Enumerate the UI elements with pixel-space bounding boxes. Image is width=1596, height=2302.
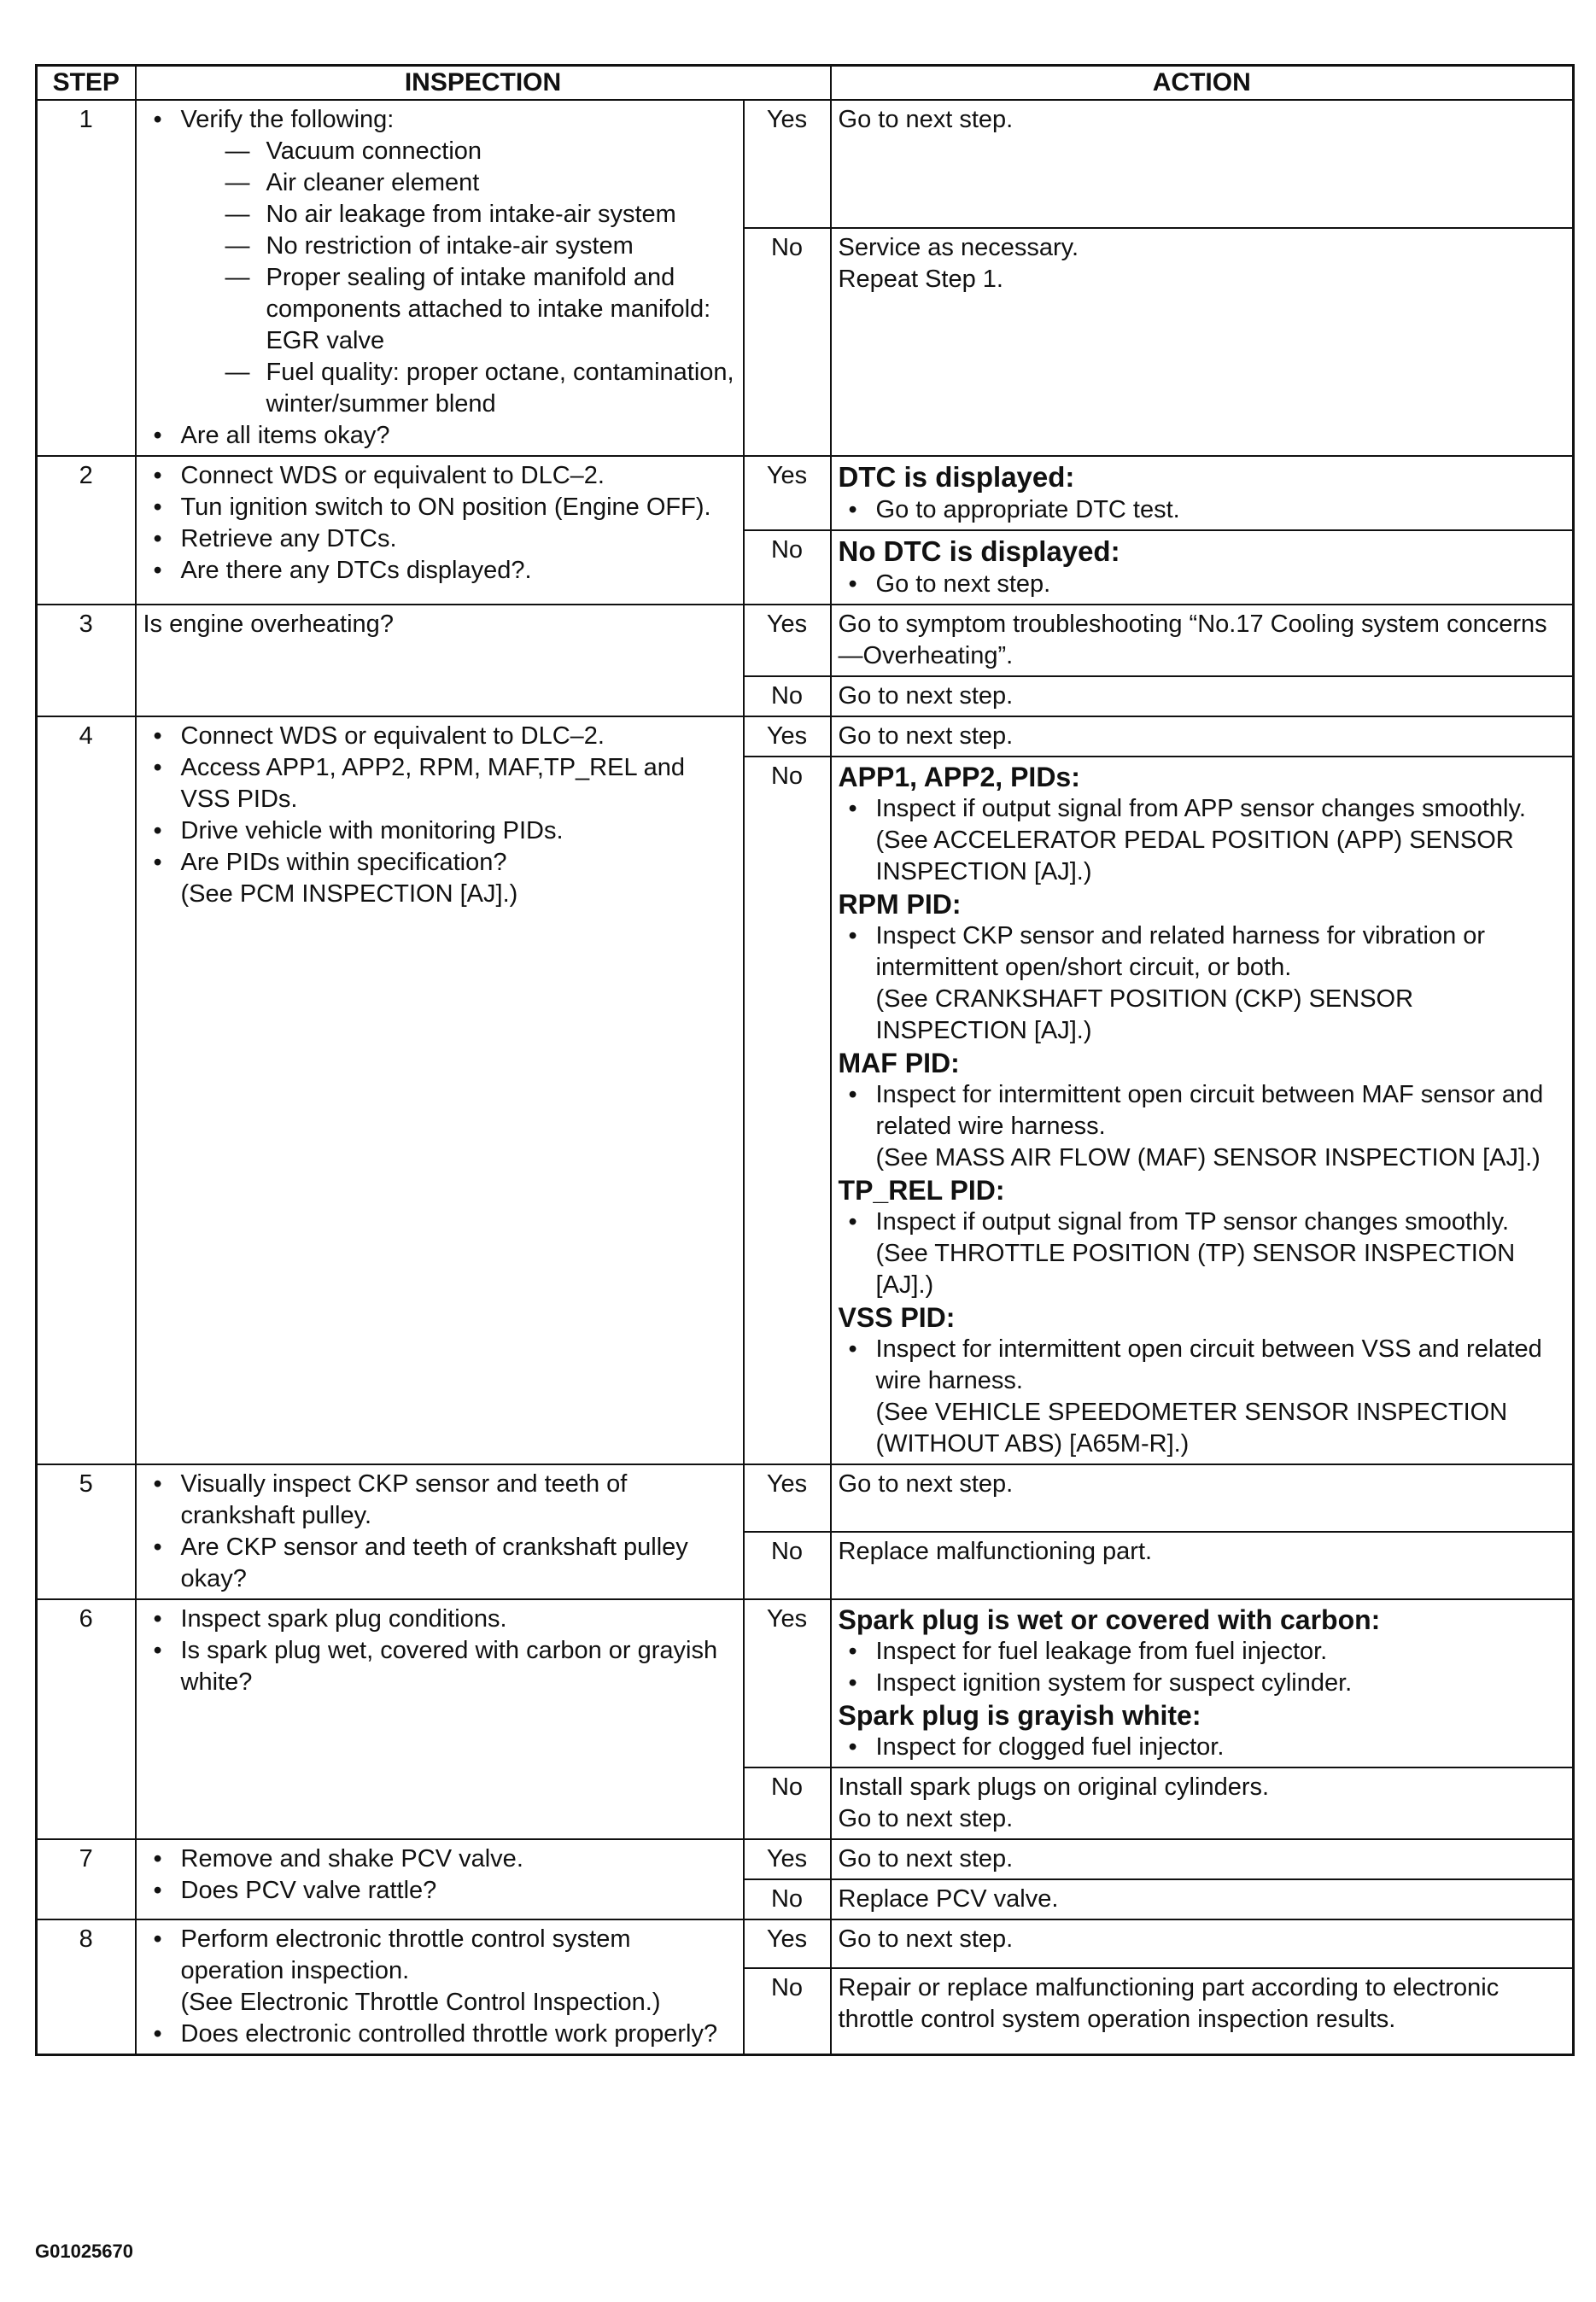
action-line: Repair or replace malfunctioning part according to electronic throttle control system operation inspection results. [838,1973,1500,2033]
inspection-item-text: Does electronic controlled throttle work properly? [180,2020,718,2048]
inspection-item [143,847,736,910]
action-heading: RPM PID: [838,889,962,920]
table-row [37,456,1574,530]
action-heading: APP1, APP2, PIDs: [838,762,1080,792]
inspection-item-text: Tun ignition switch to ON position (Engine OFF). [180,494,711,521]
action-group [839,1174,1566,1301]
inspection-item [143,1875,736,1907]
action-group [839,1699,1566,1763]
inspection-list [143,1604,736,1698]
action-item: • Inspect ignition system for suspect cylinder. [839,1668,1566,1699]
action-list [839,1079,1566,1174]
no-label: No [744,1532,831,1599]
inspection-item [143,815,736,847]
inspection-item-text: Remove and shake PCV valve. [180,1845,523,1873]
action-reference: (See MASS AIR FLOW (MAF) SENSOR INSPECTION [AJ].) [875,1144,1540,1171]
step-number: 2 [37,456,136,605]
yes-label: Yes [744,605,831,676]
yes-label: Yes [744,716,831,757]
figure-code: G01025670 [35,2241,133,2262]
diagnostic-table [35,64,1575,2056]
action-item: • Go to appropriate DTC test. [839,494,1566,526]
inspection-cell [136,100,744,456]
inspection-subitem: — Air cleaner element [181,167,736,199]
no-label: No [744,1767,831,1839]
inspection-item [143,420,736,452]
inspection-item-text: Does PCV valve rattle? [180,1877,437,1904]
yes-action-cell [831,456,1574,530]
inspection-item [143,721,736,752]
header-action: ACTION [831,66,1574,101]
no-label: No [744,676,831,716]
diagnostic-table-container [35,64,1572,2056]
inspection-subitem: — Vacuum connection [181,136,736,167]
action-line: Service as necessary. [838,233,1079,261]
action-item: • Inspect for clogged fuel injector. [839,1732,1566,1763]
inspection-list [143,104,736,452]
header-inspection: INSPECTION [136,66,831,101]
no-label: No [744,228,831,456]
table-row [37,1599,1574,1767]
action-item [839,1207,1566,1301]
inspection-item [143,1635,736,1698]
action-item: • Inspect for fuel leakage from fuel injector. [839,1636,1566,1668]
inspection-list [143,1924,736,2050]
action-line: Go to next step. [838,722,1014,750]
yes-action-cell [831,1919,1574,1968]
action-list [839,1207,1566,1301]
table-row [37,1839,1574,1879]
action-line: Go to next step. [838,1845,1014,1873]
action-list [839,1732,1566,1763]
header-step: STEP [37,66,136,101]
no-action-cell [831,676,1574,716]
inspection-cell [136,1839,744,1919]
inspection-cell [136,605,744,716]
action-group [839,761,1566,888]
inspection-item-text: Is spark plug wet, covered with carbon or grayish white? [180,1637,718,1696]
action-reference: (See THROTTLE POSITION (TP) SENSOR INSPECTION [AJ].) [875,1240,1516,1299]
inspection-reference: (See Electronic Throttle Control Inspection.) [180,1989,661,2016]
action-item [839,1079,1566,1174]
inspection-sublist [181,136,736,420]
action-heading: DTC is displayed: [838,461,1075,493]
inspection-subitem: — Fuel quality: proper octane, contamination, winter/summer blend [181,357,736,420]
inspection-item [143,555,736,587]
no-label: No [744,757,831,1464]
inspection-item-text: Are all items okay? [180,422,390,449]
inspection-item [143,1532,736,1595]
inspection-item-text: Access APP1, APP2, RPM, MAF,TP_REL and VSS PIDs. [180,754,685,813]
action-heading: No DTC is displayed: [838,535,1120,567]
action-line: Go to next step. [838,1470,1014,1498]
action-line: Go to next step. [838,106,1014,133]
yes-label: Yes [744,1464,831,1532]
action-list [839,1334,1566,1460]
action-list [839,1636,1566,1699]
step-number: 7 [37,1839,136,1919]
step-number: 4 [37,716,136,1464]
inspection-list [143,1843,736,1907]
inspection-item [143,104,736,420]
inspection-list [143,1469,736,1595]
action-line: Go to symptom troubleshooting “No.17 Cooling system concerns—Overheating”. [838,611,1547,669]
yes-label: Yes [744,100,831,228]
action-item-text: Inspect if output signal from TP sensor changes smoothly. [875,1208,1510,1236]
inspection-item [143,1843,736,1875]
no-action-cell [831,228,1574,456]
action-reference: (See ACCELERATOR PEDAL POSITION (APP) SENSOR INSPECTION [AJ].) [875,827,1514,885]
action-item: • Go to next step. [839,569,1566,600]
inspection-item [143,492,736,523]
inspection-cell [136,1599,744,1839]
no-action-cell [831,1879,1574,1919]
inspection-item [143,752,736,815]
inspection-cell [136,1919,744,2055]
table-header-row [37,66,1574,101]
action-list [839,793,1566,888]
action-line: Repeat Step 1. [838,265,1003,293]
inspection-cell [136,716,744,1464]
action-group [839,1604,1566,1699]
inspection-item-text: Perform electronic throttle control system operation inspection. [180,1925,631,1984]
action-list [839,569,1566,600]
inspection-cell [136,1464,744,1599]
inspection-item-text: Connect WDS or equivalent to DLC–2. [180,462,605,489]
table-row [37,716,1574,757]
no-action-cell [831,530,1574,605]
inspection-item-text: Verify the following: [180,106,395,133]
action-heading: Spark plug is grayish white: [838,1700,1201,1731]
inspection-item [143,2019,736,2050]
inspection-item-text: Retrieve any DTCs. [180,525,397,552]
inspection-item [143,1604,736,1635]
yes-label: Yes [744,1599,831,1767]
action-list [839,920,1566,1047]
yes-action-cell [831,1839,1574,1879]
yes-action-cell [831,605,1574,676]
yes-action-cell [831,716,1574,757]
table-row [37,1464,1574,1532]
action-reference: (See CRANKSHAFT POSITION (CKP) SENSOR INSPECTION [AJ].) [875,985,1414,1044]
inspection-item-text: Are there any DTCs displayed?. [180,557,532,584]
inspection-item [143,1924,736,2019]
action-line: Go to next step. [838,1925,1014,1953]
no-action-cell [831,1532,1574,1599]
action-group [839,1301,1566,1460]
inspection-item-text: Are PIDs within specification? [180,849,507,876]
table-body [37,100,1574,2055]
yes-action-cell [831,1599,1574,1767]
action-group [839,888,1566,1047]
yes-action-cell [831,1464,1574,1532]
action-item-text: Inspect CKP sensor and related harness for vibration or intermittent open/short circuit, or both. [875,922,1486,981]
step-number: 3 [37,605,136,716]
inspection-item-text: Are CKP sensor and teeth of crankshaft pulley okay? [180,1534,688,1592]
step-number: 5 [37,1464,136,1599]
inspection-text: Is engine overheating? [143,611,394,638]
action-line: Go to next step. [838,1805,1014,1832]
inspection-subitem: — No restriction of intake-air system [181,231,736,262]
action-item [839,920,1566,1047]
inspection-list [143,721,736,910]
inspection-cell [136,456,744,605]
inspection-list [143,460,736,587]
yes-label: Yes [744,1839,831,1879]
no-label: No [744,530,831,605]
inspection-item-text: Connect WDS or equivalent to DLC–2. [180,722,605,750]
action-heading: VSS PID: [838,1302,956,1333]
no-label: No [744,1879,831,1919]
action-list [839,494,1566,526]
action-line: Install spark plugs on original cylinders. [838,1773,1270,1801]
no-action-cell [831,757,1574,1464]
no-action-cell [831,1767,1574,1839]
inspection-item [143,523,736,555]
action-item-text: Inspect for intermittent open circuit between VSS and related wire harness. [875,1335,1542,1394]
step-number: 8 [37,1919,136,2055]
inspection-item [143,1469,736,1532]
inspection-item [143,460,736,492]
yes-action-cell [831,100,1574,228]
action-reference: (See VEHICLE SPEEDOMETER SENSOR INSPECTION (WITHOUT ABS) [A65M-R].) [875,1399,1508,1458]
action-line: Go to next step. [838,682,1014,710]
inspection-subitem: — Proper sealing of intake manifold and components attached to intake manifold: EGR valve [181,262,736,357]
table-row [37,1919,1574,1968]
action-heading: TP_REL PID: [838,1175,1005,1206]
action-item-text: Inspect for intermittent open circuit between MAF sensor and related wire harness. [875,1081,1544,1140]
inspection-item-text: Visually inspect CKP sensor and teeth of crankshaft pulley. [180,1470,628,1529]
action-line: Replace malfunctioning part. [838,1538,1153,1565]
action-line: Replace PCV valve. [838,1885,1059,1913]
no-action-cell [831,1968,1574,2055]
inspection-item-text: Drive vehicle with monitoring PIDs. [180,817,564,844]
inspection-item-text: Inspect spark plug conditions. [180,1605,507,1633]
action-group [839,1047,1566,1174]
inspection-subitem: — No air leakage from intake-air system [181,199,736,231]
action-item [839,793,1566,888]
action-item [839,1334,1566,1460]
action-heading: Spark plug is wet or covered with carbon: [838,1604,1381,1635]
action-heading: MAF PID: [838,1048,960,1078]
step-number: 6 [37,1599,136,1839]
table-row [37,100,1574,228]
action-item-text: Inspect if output signal from APP sensor changes smoothly. [875,795,1526,822]
table-row [37,605,1574,676]
inspection-reference: (See PCM INSPECTION [AJ].) [180,880,518,908]
no-label: No [744,1968,831,2055]
yes-label: Yes [744,1919,831,1968]
step-number: 1 [37,100,136,456]
yes-label: Yes [744,456,831,530]
